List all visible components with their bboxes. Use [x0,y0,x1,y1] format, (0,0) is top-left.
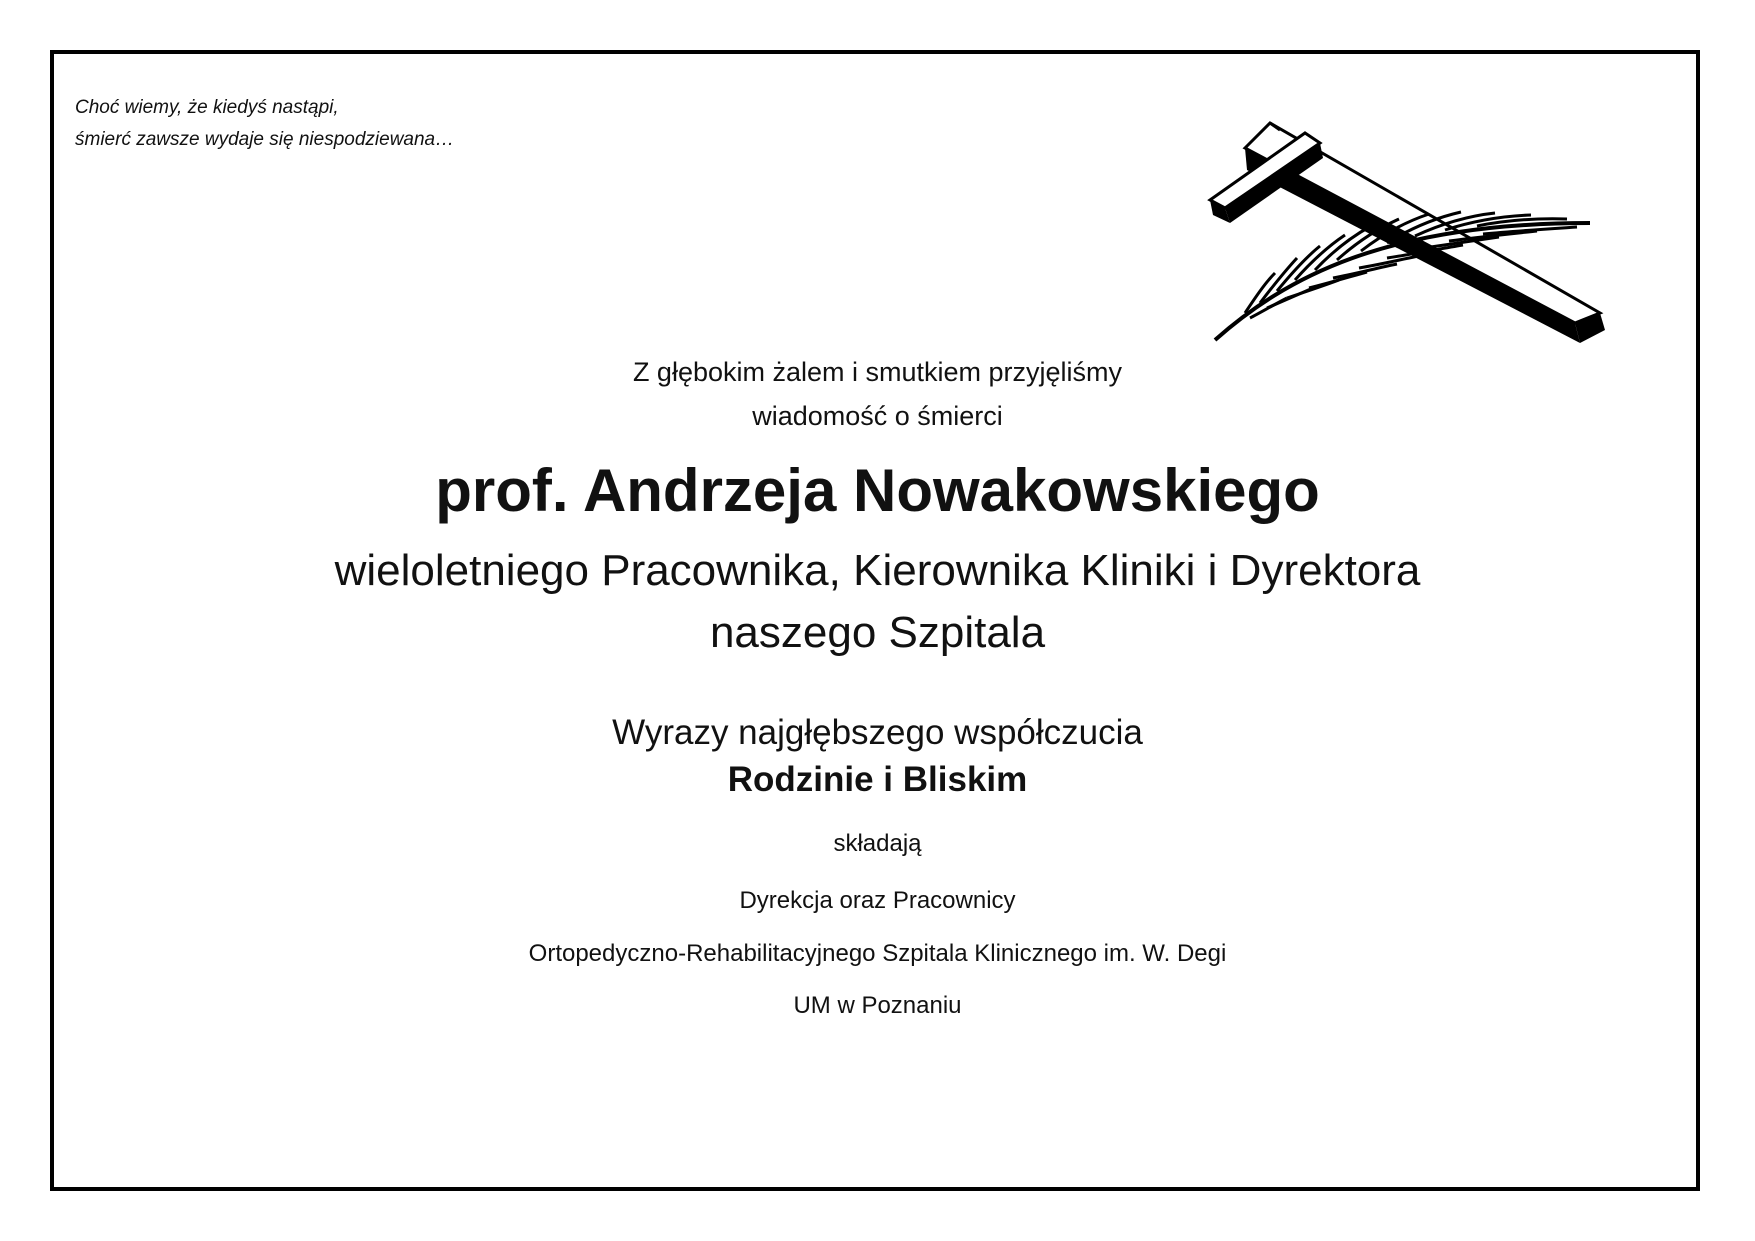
announcement-line-2: wiadomość o śmierci [752,401,1003,431]
deceased-role-line-1: wieloletniego Pracownika, Kierownika Kliniki i Dyrektora [334,546,1421,595]
epigraph-line-1: Choć wiemy, że kiedyś nastąpi, [75,97,339,118]
deceased-name: prof. Andrzeja Nowakowskiego [435,457,1320,524]
deceased-role-line-2: naszego Szpitala [709,608,1046,657]
announcement-line-1: Z głębokim żalem i smutkiem przyjęliśmy [632,357,1123,387]
signatories-line-1: Dyrekcja oraz Pracownicy [739,887,1016,914]
condolences-line-1: Wyrazy najgłębszego współczucia [612,713,1143,752]
offered-by: składają [833,830,922,857]
epigraph [75,92,454,156]
signatories-line-3: UM w Poznaniu [793,992,962,1019]
epigraph-line-2: śmierć zawsze wydaje się niespodziewana… [75,129,455,150]
cross-with-palm-branch-icon [1205,108,1645,358]
signatories-line-2: Ortopedyczno-Rehabilitacyjnego Szpitala Klinicznego im. W. Degi [528,940,1227,967]
condolences-line-2: Rodzinie i Bliskim [727,760,1028,799]
